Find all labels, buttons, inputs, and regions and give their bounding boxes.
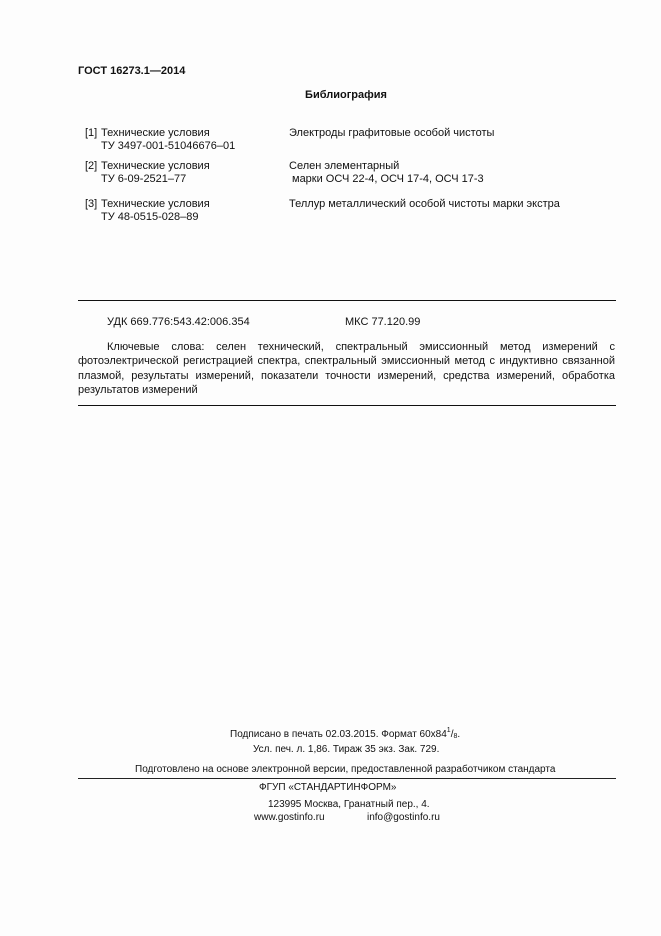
print-sheets: Усл. печ. л. 1,86. Тираж 35 экз. Зак. 729.: [253, 744, 440, 755]
entry-title: Селен элементарный: [289, 160, 400, 172]
bottom-divider: [78, 405, 616, 406]
signed-for-print: Подписано в печать 02.03.2015. Формат $60х84^1/_8$.: [230, 727, 461, 740]
keywords-paragraph: Ключевые слова: селен технический, спектральный эмиссионный метод измерений с фотоэлектрической регистрацией спектра, спектральный эмиссионный метод с индуктивно связанной плазмой, результаты измерений, показатели точности измерений, средства измерений, обработка результатов измерений: [78, 341, 615, 396]
publisher-name: ФГУП «СТАНДАРТИНФОРМ»: [259, 782, 397, 793]
publisher-address: 123995 Москва, Гранатный пер., 4.: [268, 799, 430, 810]
entry-type: Технические условия: [101, 160, 210, 172]
entry-number: [3]: [85, 198, 98, 210]
entry-type: Технические условия: [101, 198, 210, 210]
imprint-divider: [78, 778, 616, 779]
publisher-website: www.gostinfo.ru: [254, 812, 325, 823]
entry-title: Теллур металлический особой чистоты марки экстра: [289, 198, 560, 210]
entry-code: ТУ 6-09-2521–77: [101, 173, 187, 185]
entry-code: ТУ 48-0515-028–89: [101, 211, 199, 223]
entry-title-continued: марки ОСЧ 22-4, ОСЧ 17-4, ОСЧ 17-3: [292, 173, 484, 185]
document-code: ГОСТ 16273.1—2014: [78, 65, 186, 77]
mks-code: МКС 77.120.99: [345, 316, 421, 328]
section-title: Библиография: [305, 89, 387, 101]
format-denominator: 8: [453, 733, 458, 740]
publisher-email: info@gostinfo.ru: [367, 812, 440, 823]
format-numerator: 1: [446, 727, 451, 734]
entry-number: [2]: [85, 160, 98, 172]
top-divider: [78, 300, 616, 301]
signed-suffix: .: [457, 729, 461, 740]
udk-code: УДК 669.776:543.42:006.354: [107, 316, 250, 328]
entry-type: Технические условия: [101, 127, 210, 139]
prepared-note: Подготовлено на основе электронной версии, предоставленной разработчиком стандарта: [135, 764, 556, 775]
entry-code: ТУ 3497-001-51046676–01: [101, 140, 236, 152]
entry-title: Электроды графитовые особой чистоты: [289, 127, 495, 139]
entry-number: [1]: [85, 127, 98, 139]
signed-text: Подписано в печать 02.03.2015. Формат 60х84: [230, 729, 447, 740]
